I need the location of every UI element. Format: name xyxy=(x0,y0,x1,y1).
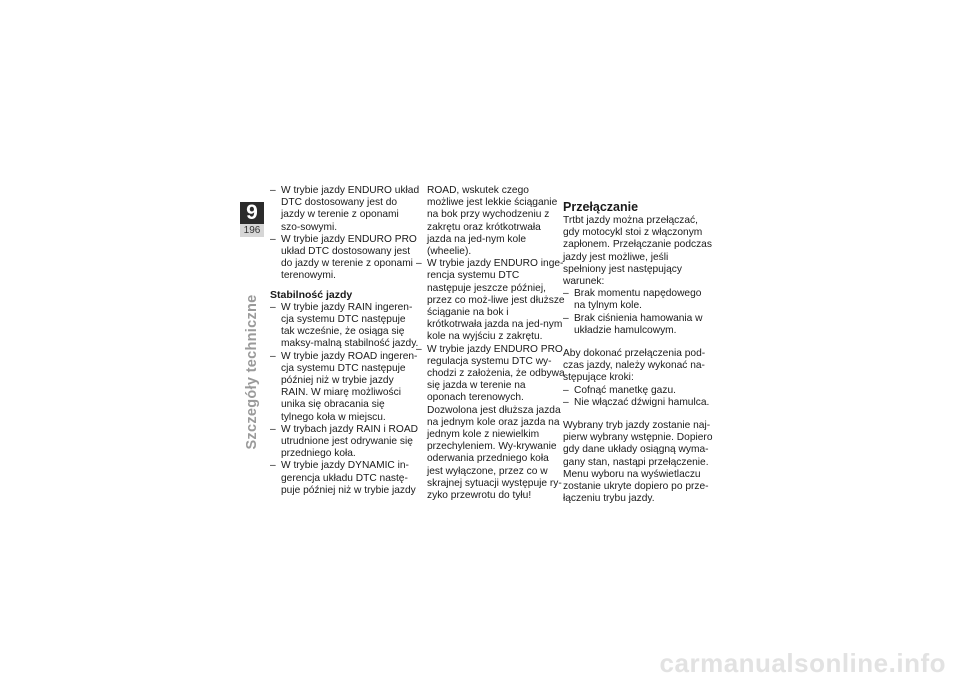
steps-list xyxy=(563,385,713,409)
steps-intro: Aby dokonać przełączenia pod-czas jazdy, należy wykonać na-stępujące kroki: xyxy=(563,348,706,384)
list-item: – W trybie jazdy DYNAMIC in-gerencja układu DTC nastę-puje później niż w trybie jazdy xyxy=(270,460,420,497)
list-item: – Brak momentu napędowego na tylnym kole. xyxy=(563,288,713,312)
preselection-paragraph: Wybrany tryb jazdy zostanie naj-pierw wybrany wstępnie. Dopiero gdy dane układy osiągną wyma-gany stan, nastąpi przełączenie. Menu wyboru na wyświetlaczu zostanie ukryte dopiero po prze-łączeniu trybu jazdy. xyxy=(563,420,713,505)
list-item: – W trybie jazdy ENDURO układ DTC dostosowany jest do jazdy w terenie z oponami szo-sowymi. xyxy=(270,185,420,234)
list-item: – W trybach jazdy RAIN i ROAD utrudnione jest odrywanie się przedniego koła. xyxy=(270,424,420,461)
list-item: – W trybie jazdy ENDURO PRO układ DTC dostosowany jest do jazdy w terenie z oponami terenowymi. xyxy=(270,234,420,283)
watermark: carmanualsonline.info xyxy=(659,648,946,678)
chapter-number-tab: 9 xyxy=(240,202,264,224)
list-item: – W trybie jazdy ENDURO inge-rencja systemu DTC następuje jeszcze później, przez co moż-liwe jest dłuższe ściąganie na bok i krótkotrwała jazda na jed-nym kole na wyjściu z zakrętu. xyxy=(416,258,566,343)
list-item: – W trybie jazdy ENDURO PRO regulacja systemu DTC wy-chodzi z założenia, że odbywa się jazda w terenie na oponach terenowych. Dozwolona jest dłuższa jazda na jednym kole oraz jazda na jednym kole z niewielkim przechyleniem. Wy-krywanie oderwania przedniego koła jest wyłączone, przez co w skrajnej sytuacji występuje ry-zyko przewrotu do tyłu! xyxy=(416,344,566,503)
stability-list xyxy=(270,302,420,497)
conditions-list xyxy=(563,288,713,337)
page-number: 196 xyxy=(240,224,264,237)
list-item: – W trybie jazdy ROAD ingeren-cja systemu DTC następuje później niż w trybie jazdy RAIN. W miarę możliwości unika się obracania się tylnego koła w miejscu. xyxy=(270,351,420,424)
switching-intro: Trtbt jazdy można przełączać, gdy motocykl stoi z włączonym zapłonem. Przełączanie podczas jazdy jest możliwe, jeśli spełniony jest następujący warunek: xyxy=(563,215,712,288)
chapter-side-title: Szczegóły techniczne xyxy=(244,294,260,450)
list-item: – W trybie jazdy RAIN ingeren-cja systemu DTC następuje tak wcześnie, że osiąga się maksy-malną stabilność jazdy. xyxy=(270,302,420,351)
enduro-mode-list xyxy=(270,185,420,283)
section-heading-switching: Przełączanie xyxy=(563,200,639,214)
enduro-details-list xyxy=(416,258,566,502)
text-column-2 xyxy=(416,185,566,502)
continuation-paragraph: ROAD, wskutek czego możliwe jest lekkie ściąganie na bok przy wychodzeniu z zakrętu oraz krótkotrwała jazda na jed-nym kole (wheelie). xyxy=(427,185,558,258)
section-heading-stability: Stabilność jazdy xyxy=(270,288,353,301)
text-column-3 xyxy=(563,200,713,505)
text-column-1 xyxy=(270,185,420,497)
list-item: – Brak ciśnienia hamowania w układzie hamulcowym. xyxy=(563,313,713,337)
list-item: – Cofnąć manetkę gazu. xyxy=(563,385,713,397)
list-item: – Nie włączać dźwigni hamulca. xyxy=(563,397,713,409)
